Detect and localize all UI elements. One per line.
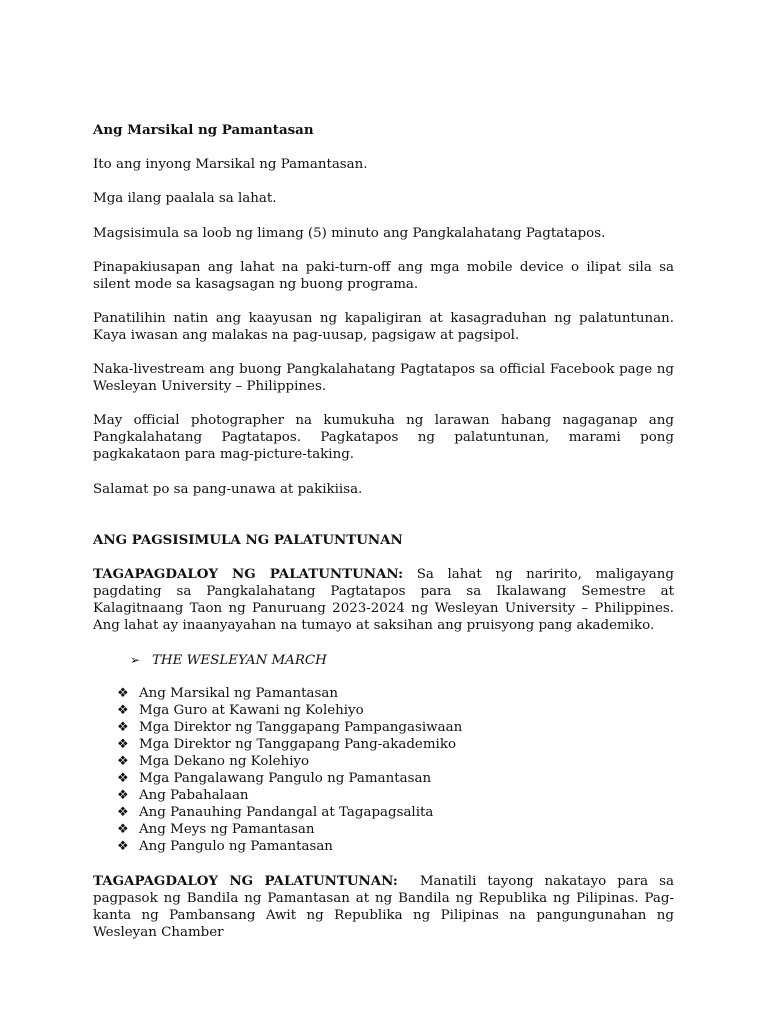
procession-label: Mga Guro at Kawani ng Kolehiyo xyxy=(139,703,364,718)
procession-item xyxy=(117,719,462,736)
paragraph: Panatilihin natin ang kaayusan ng kapaligiran at kasagraduhan ng palatuntunan. Kaya iwasan ang malakas na pag-uusap, pagsigaw at pagsipol. xyxy=(93,311,674,343)
procession-label: Ang Pangulo ng Pamantasan xyxy=(139,839,333,854)
paragraph: Mga ilang paalala sa lahat. xyxy=(93,191,277,206)
section-title-palatuntunan: ANG PAGSISIMULA NG PALATUNTUNAN xyxy=(93,532,403,548)
procession-label: Ang Meys ng Pamantasan xyxy=(139,822,315,837)
emcee-paragraph xyxy=(93,873,674,941)
emcee-label: TAGAPAGDALOY NG PALATUNTUNAN: xyxy=(93,873,398,889)
paragraph: Magsisimula sa loob ng limang (5) minuto ang Pangkalahatang Pagtatapos. xyxy=(93,226,606,241)
paragraph: Salamat po sa pang-unawa at pakikiisa. xyxy=(93,482,363,497)
diamond-bullet-icon: ❖ xyxy=(117,771,129,786)
procession-item xyxy=(117,685,338,702)
emcee-label: TAGAPAGDALOY NG PALATUNTUNAN: xyxy=(93,566,404,582)
procession-label: Mga Direktor ng Tanggapang Pang-akademiko xyxy=(139,737,457,752)
diamond-bullet-icon: ❖ xyxy=(117,703,129,718)
march-item xyxy=(130,652,327,669)
procession-label: Ang Pabahalaan xyxy=(139,788,249,803)
paragraph: Pinapakiusapan ang lahat na paki-turn-off ang mga mobile device o ilipat sila sa silent mode sa kasagsagan ng buong programa. xyxy=(93,260,674,292)
diamond-bullet-icon: ❖ xyxy=(117,754,129,769)
diamond-bullet-icon: ❖ xyxy=(117,788,129,803)
procession-item xyxy=(117,838,333,855)
procession-item xyxy=(117,821,314,838)
procession-item xyxy=(117,770,431,787)
procession-item xyxy=(117,787,249,804)
section-title-marsikal: Ang Marsikal ng Pamantasan xyxy=(93,122,314,138)
procession-item xyxy=(117,736,456,753)
paragraph: May official photographer na kumukuha ng larawan habang nagaganap ang Pangkalahatang Pagtatapos. Pagkatapos ng palatuntunan, marami pong pagkakataon para mag-picture-taking. xyxy=(93,413,674,462)
procession-label: Mga Pangalawang Pangulo ng Pamantasan xyxy=(139,771,432,786)
diamond-bullet-icon: ❖ xyxy=(117,805,129,820)
diamond-bullet-icon: ❖ xyxy=(117,737,129,752)
diamond-bullet-icon: ❖ xyxy=(117,839,129,854)
march-title: THE WESLEYAN MARCH xyxy=(152,653,327,668)
procession-label: Ang Panauhing Pandangal at Tagapagsalita xyxy=(139,805,434,820)
emcee-text: Sa lahat ng naririto, maligayang pagdating sa Pangkalahatang Pagtatapos para sa Ikalawang Semestre at Kalagitnaang Taon ng Panuruang 2023-2024 ng Wesleyan University – Philippines. Ang lahat ay inaanyayahan na tumayo at saksihan ang pruisyong pang akademiko. xyxy=(93,567,674,633)
procession-item xyxy=(117,702,364,719)
procession-label: Ang Marsikal ng Pamantasan xyxy=(139,686,339,701)
procession-label: Mga Dekano ng Kolehiyo xyxy=(139,754,310,769)
diamond-bullet-icon: ❖ xyxy=(117,822,129,837)
diamond-bullet-icon: ❖ xyxy=(117,720,129,735)
procession-item xyxy=(117,753,309,770)
emcee-text: Manatili tayong nakatayo para sa pagpasok ng Bandila ng Pamantasan at ng Bandila ng Republika ng Pilipinas. Pag-kanta ng Pambansang Awit ng Republika ng Pilipinas na pangungunahan ng Wesleyan Chamber xyxy=(93,874,674,940)
diamond-bullet-icon: ❖ xyxy=(117,686,129,701)
paragraph: Naka-livestream ang buong Pangkalahatang Pagtatapos sa official Facebook page ng Wesleyan University – Philippines. xyxy=(93,362,674,394)
procession-item xyxy=(117,804,433,821)
procession-label: Mga Direktor ng Tanggapang Pampangasiwaan xyxy=(139,720,463,735)
emcee-paragraph xyxy=(93,566,674,634)
paragraph: Ito ang inyong Marsikal ng Pamantasan. xyxy=(93,157,368,172)
arrow-bullet-icon: ➢ xyxy=(130,653,141,667)
